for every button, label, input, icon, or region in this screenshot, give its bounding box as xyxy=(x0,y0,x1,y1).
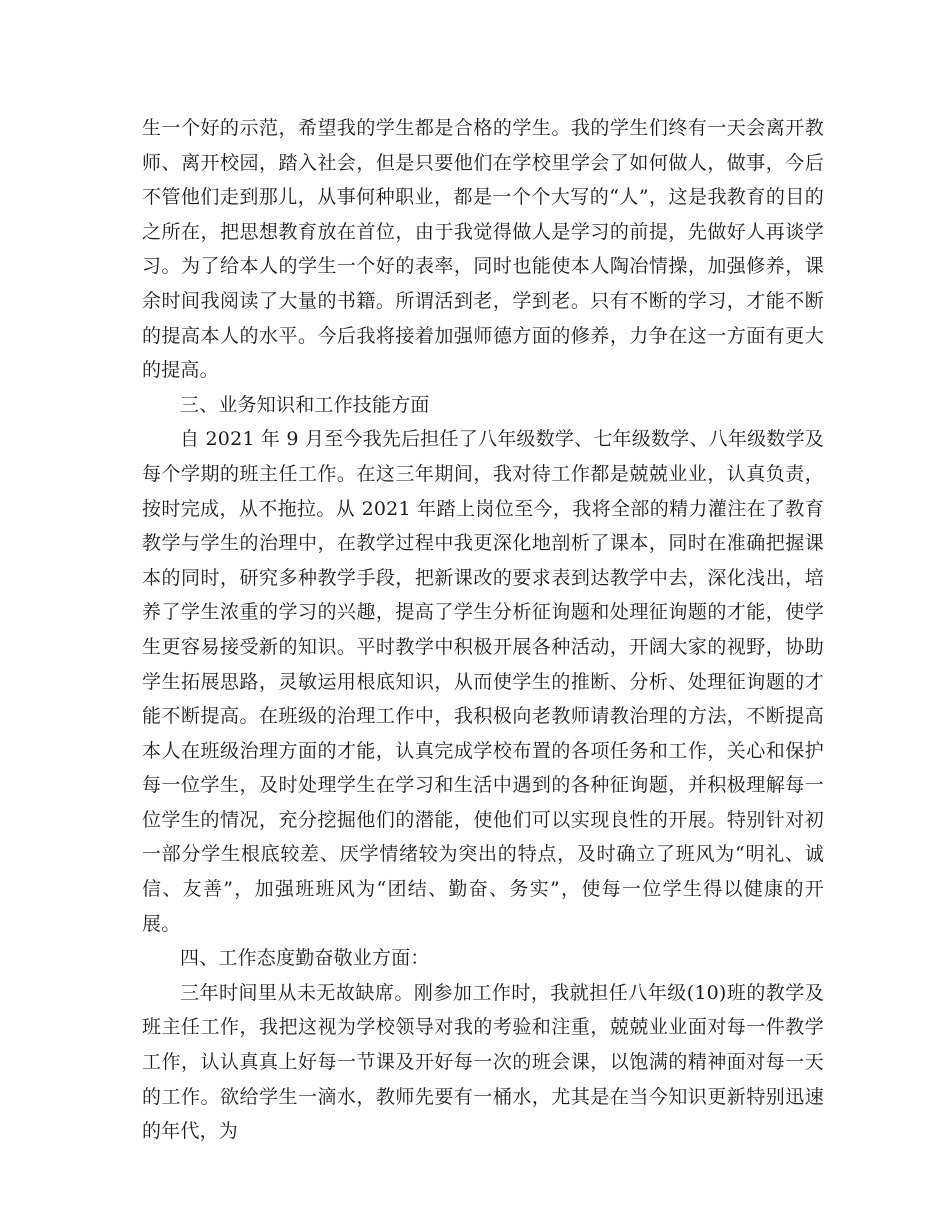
paragraph-continuation: 生一个好的示范，希望我的学生都是合格的学生。我的学生们终有一天会离开教师、离开校园，踏入社会，但是只要他们在学校里学会了如何做人，做事，今后不管他们走到那儿，从事何种职业，都是一个个大写的“人”，这是我教育的目的之所在，把思想教育放在首位，由于我觉得做人是学习的前提，先做好人再谈学习。为了给本人的学生一个好的表率，同时也能使本人陶冶情操，加强修养，课余时间我阅读了大量的书籍。所谓活到老，学到老。只有不断的学习，才能不断的提高本人的水平。今后我将接着加强师德方面的修养，力争在这一方面有更大的提高。 xyxy=(142,117,824,382)
paragraph-business-knowledge: 自 2021 年 9 月至今我先后担任了八年级数学、七年级数学、八年级数学及每个学期的班主任工作。在这三年期间，我对待工作都是兢兢业业，认真负责，按时完成，从不拖拉。从 2021 年踏上岗位至今，我将全部的精力灌注在了教育教学与学生的治理中，在教学过程中我更深化地剖析了课本，同时在准确把握课本的同时，研究多种教学手段，把新课改的要求表到达教学中去，深化浅出，培养了学生浓重的学习的兴趣，提高了学生分析征询题和处理征询题的才能，使学生更容易接受新的知识。平时教学中积极开展各种活动，开阔大家的视野，协助学生拓展思路，灵敏运用根底知识，从而使学生的推断、分析、处理征询题的才能不断提高。在班级的治理工作中，我积极向老教师请教治理的方法，不断提高本人在班级治理方面的才能，认真完成学校布置的各项任务和工作，关心和保护每一位学生，及时处理学生在学习和生活中遇到的各种征询题，并积极理解每一位学生的情况，充分挖掘他们的潜能，使他们可以实现良性的开展。特别针对初一部分学生根底较差、厌学情绪较为突出的特点，及时确立了班风为“明礼、诚信、友善”，加强班班风为“团结、勤奋、务实”，使每一位学生得以健康的开展。 xyxy=(142,428,824,935)
section-heading-3: 三、业务知识和工作技能方面 xyxy=(180,393,430,416)
paragraph-work-attitude: 三年时间里从未无故缺席。刚参加工作时，我就担任八年级(10)班的教学及班主任工作，我把这视为学校领导对我的考验和注重，兢兢业业面对每一件教学工作，认认真真上好每一节课及开好每一次的班会课，以饱满的精神面对每一天的工作。欲给学生一滴水，教师先要有一桶水，尤其是在当今知识更新特别迅速的年代，为 xyxy=(142,981,824,1143)
section-heading-4: 四、工作态度勤奋敬业方面： xyxy=(180,947,430,970)
document-body xyxy=(142,111,824,1149)
